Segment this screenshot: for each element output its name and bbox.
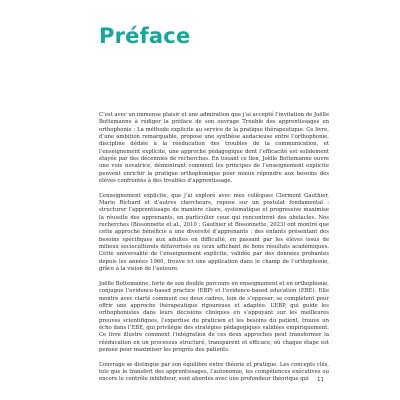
paragraph-3: Joëlle Bottemanne, forte de son double parcours en enseignement et en orthophonie, conjugue l’evidence-based practice (EBP) et l’evidence-based education (EBE). Elle montre avec clarté comment ces deux cadres, loin de s’opposer, se complètent pour offrir une approche thérapeutique rigoureuse et adaptée. L’EBP, qui guide les orthophonistes dans leurs décisions cliniques en s’appuyant sur les meilleures preuves scientifiques, l’expertise du praticien et les besoins du patient, trouve un écho dans l’EBE, qui privilégie des stratégies pédagogiques validées empiriquement. Ce livre illustre comment l’intégration de ces deux approches peut transformer la rééducation en un processus structuré, transparent et efficace, où chaque étape est pensée pour maximiser les progrès des patients. (99, 280, 329, 353)
preface-body (99, 112, 329, 391)
paragraph-2: L’enseignement explicite, que j’ai exploré avec mes collègues Clermont Gauthier, Mario Richard et d’autres chercheurs, repose sur un postulat fondamental : structurer l’apprentissage de manière claire, systématique et progressive maximise la réussite des apprenants, en particulier ceux qui rencontrent des obstacles. Nos recherches (Bissonnette et al., 2010 ; Gauthier et Bissonnette, 2023) ont montré que cette approche bénéficie à une diversité d’apprenants : des enfants présentant des besoins spécifiques aux adultes en difficulté, en passant par les élèves issus de milieux socioculturels défavorisés ou ceux affichant de bons résultats académiques. Cette universalité de l’enseignement explicite, validée par des données probantes depuis les années 1960, trouve ici une application dans le champ de l’orthophonie, grâce à la vision de l’auteure. (99, 192, 329, 273)
paragraph-1: C’est avec un immense plaisir et une admiration que j’ai accepté l’invitation de Joëlle Bottemanne à rédiger la préface de son ouvrage Trouble des apprentissages en orthophonie : La méthode explicite au service de la pratique thérapeutique. Ce livre, d’une ambition remarquable, propose une synthèse audacieuse entre l’orthophonie, discipline dédiée à la rééducation des troubles de la communication, et l’enseignement explicite, une approche pédagogique dont l’efficacité est solidement étayée par des décennies de recherches. En tissant ce lien, Joëlle Bottemanne ouvre une voie novatrice, démontrant comment les principes de l’enseignement explicite peuvent enrichir la pratique orthophonique pour mieux répondre aux besoins des élèves confrontés à des troubles d’apprentissage. (99, 112, 329, 185)
paragraph-4: L’ouvrage se distingue par son équilibre entre théorie et pratique. Les concepts clés, tels que le transfert des apprentissages, l’autonomie, les compétences exécutives ou encore le contrôle inhibiteur, sont abordés avec une profondeur théorique qui (99, 361, 329, 383)
page-number: 11 (317, 377, 324, 383)
page-title: Préface (99, 24, 191, 48)
